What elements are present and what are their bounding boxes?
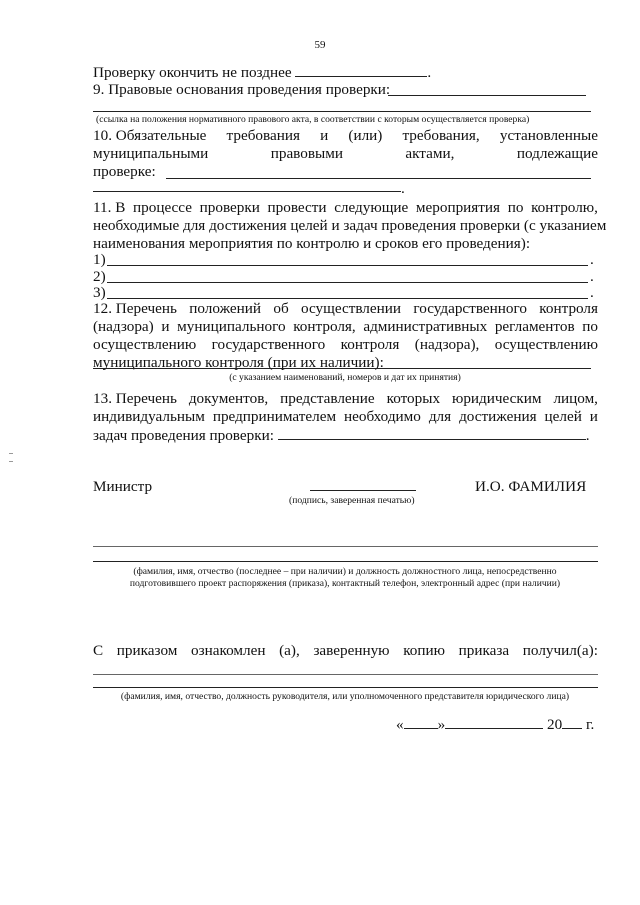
word: 13. Перечень bbox=[93, 390, 177, 407]
signer-name: И.О. ФАМИЛИЯ bbox=[475, 478, 587, 495]
word: С bbox=[93, 642, 104, 659]
word: положений bbox=[189, 300, 261, 317]
item9-blank-2 bbox=[93, 111, 591, 112]
item13-line2 bbox=[93, 408, 598, 426]
item11-entry-3-label: 3) bbox=[93, 284, 106, 301]
item9-blank bbox=[388, 95, 586, 96]
item10-line1 bbox=[93, 127, 598, 145]
word: осуществлению bbox=[494, 336, 598, 353]
word: административных bbox=[363, 318, 488, 335]
period: . bbox=[590, 251, 594, 268]
item12-line2 bbox=[93, 318, 598, 336]
item10-blank-2 bbox=[93, 191, 401, 192]
word: получил(а): bbox=[522, 642, 598, 659]
word: контроля bbox=[539, 300, 598, 317]
word: и bbox=[161, 318, 170, 335]
period: . bbox=[427, 64, 432, 81]
signature-blank bbox=[310, 490, 416, 491]
word: об bbox=[273, 300, 289, 317]
year-prefix: 20 bbox=[546, 716, 563, 733]
year-suffix: г. bbox=[582, 716, 595, 733]
word: и bbox=[589, 408, 598, 425]
item13-line3-text: задач проведения проверки: bbox=[93, 427, 278, 444]
word: заверенную bbox=[313, 642, 390, 659]
close-quote: » bbox=[437, 716, 446, 733]
year-blank bbox=[562, 715, 582, 729]
item9-note: (ссылка на положения нормативного правового акта, в соответствии с которым осуществляется проверка) bbox=[96, 114, 530, 125]
item12-line3 bbox=[93, 336, 598, 354]
word: приказа bbox=[458, 642, 510, 659]
word: муниципального bbox=[177, 318, 286, 335]
item11-entry-1-label: 1) bbox=[93, 251, 106, 268]
word: которых bbox=[386, 390, 441, 407]
word: установленные bbox=[499, 127, 598, 144]
period: . bbox=[590, 284, 594, 301]
item10-line2 bbox=[93, 145, 598, 163]
item10-blank bbox=[166, 178, 591, 179]
word: юридическим bbox=[451, 390, 542, 407]
word: подлежащие bbox=[516, 145, 598, 162]
item13-line3 bbox=[93, 426, 590, 445]
date-line bbox=[396, 715, 594, 734]
month-blank bbox=[445, 715, 543, 729]
word: ознакомлен bbox=[191, 642, 266, 659]
item11-line2: необходимые для достижения целей и задач проведения проверки (с указанием bbox=[93, 217, 607, 234]
word: предпринимателем bbox=[212, 408, 337, 425]
word: (надзора) bbox=[93, 318, 154, 335]
period: . bbox=[401, 180, 405, 197]
item10-line3: проверке: bbox=[93, 163, 156, 180]
open-quote: « bbox=[396, 716, 404, 733]
word: (или) bbox=[348, 127, 383, 144]
word: лицом, bbox=[553, 390, 598, 407]
item11-line1 bbox=[93, 199, 598, 217]
word: (а), bbox=[279, 642, 300, 659]
acknowledge-blank bbox=[93, 674, 598, 675]
word: по bbox=[507, 199, 524, 216]
item11-entry-3-blank bbox=[107, 298, 588, 299]
word: индивидуальным bbox=[93, 408, 205, 425]
item11-entry-1-blank bbox=[107, 265, 588, 266]
signer-position: Министр bbox=[93, 478, 153, 495]
word: достижения bbox=[459, 408, 537, 425]
word: целей bbox=[544, 408, 582, 425]
word: государственного bbox=[211, 336, 326, 353]
scan-mark bbox=[9, 453, 13, 454]
word: контролю, bbox=[531, 199, 598, 216]
word: требования, bbox=[402, 127, 480, 144]
item11-entry-2-label: 2) bbox=[93, 268, 106, 285]
word: муниципальными bbox=[93, 145, 209, 162]
word: контроля, bbox=[293, 318, 356, 335]
word: 10. Обязательные bbox=[93, 127, 207, 144]
preparer-blank bbox=[93, 546, 598, 547]
period: . bbox=[585, 427, 590, 444]
word: приказом bbox=[116, 642, 178, 659]
page-number: 59 bbox=[314, 39, 326, 51]
word: необходимо bbox=[344, 408, 421, 425]
word: мероприятия bbox=[415, 199, 501, 216]
scan-mark bbox=[9, 461, 13, 462]
item13-blank bbox=[278, 426, 586, 440]
item9-label: 9. Правовые основания проведения проверки: bbox=[93, 81, 391, 98]
word: документов, bbox=[188, 390, 269, 407]
word: регламентов bbox=[494, 318, 575, 335]
finish-date-blank bbox=[295, 63, 427, 77]
day-blank bbox=[404, 715, 438, 729]
word: для bbox=[428, 408, 452, 425]
period: . bbox=[590, 268, 594, 285]
signature-note: (подпись, заверенная печатью) bbox=[289, 495, 415, 506]
item11-line3: наименования мероприятия по контролю и сроков его проведения): bbox=[93, 235, 531, 252]
word: провести bbox=[267, 199, 327, 216]
word: государственного bbox=[413, 300, 527, 317]
finish-check-line bbox=[93, 63, 431, 82]
word: 12. Перечень bbox=[93, 300, 177, 317]
word: по bbox=[582, 318, 598, 335]
word: осуществлению bbox=[93, 336, 197, 353]
word: контроля bbox=[340, 336, 400, 353]
preparer-note-1: (фамилия, имя, отчество (последнее – при наличии) и должность должностного лица, непосредственно bbox=[133, 566, 557, 577]
preparer-note-2: подготовившего проект распоряжения (приказа), контактный телефон, электронный адрес (при наличии) bbox=[129, 578, 561, 589]
word: процессе bbox=[133, 199, 192, 216]
item12-blank bbox=[93, 368, 591, 369]
item12-line1 bbox=[93, 300, 598, 318]
item11-entry-2-blank bbox=[107, 282, 588, 283]
word: представление bbox=[280, 390, 375, 407]
acknowledge-note: (фамилия, имя, отчество, должность руководителя, или уполномоченного представителя юридического лица) bbox=[120, 691, 570, 702]
word: (надзора), bbox=[414, 336, 480, 353]
item12-line4: муниципального контроля (при их наличии): bbox=[93, 354, 384, 371]
word: копию bbox=[403, 642, 445, 659]
item12-note: (с указанием наименований, номеров и дат их принятия) bbox=[229, 372, 461, 383]
finish-check-label: Проверку окончить не позднее bbox=[93, 64, 296, 81]
word: следующие bbox=[334, 199, 409, 216]
item13-line1 bbox=[93, 390, 598, 408]
word: и bbox=[320, 127, 329, 144]
acknowledge-line bbox=[93, 642, 598, 660]
word: осуществлении bbox=[301, 300, 402, 317]
word: актами, bbox=[405, 145, 455, 162]
preparer-blank-2 bbox=[93, 561, 598, 562]
word: 11. В bbox=[93, 199, 126, 216]
word: проверки bbox=[199, 199, 260, 216]
word: правовыми bbox=[270, 145, 343, 162]
word: требования bbox=[226, 127, 300, 144]
acknowledge-blank-2 bbox=[93, 687, 598, 688]
